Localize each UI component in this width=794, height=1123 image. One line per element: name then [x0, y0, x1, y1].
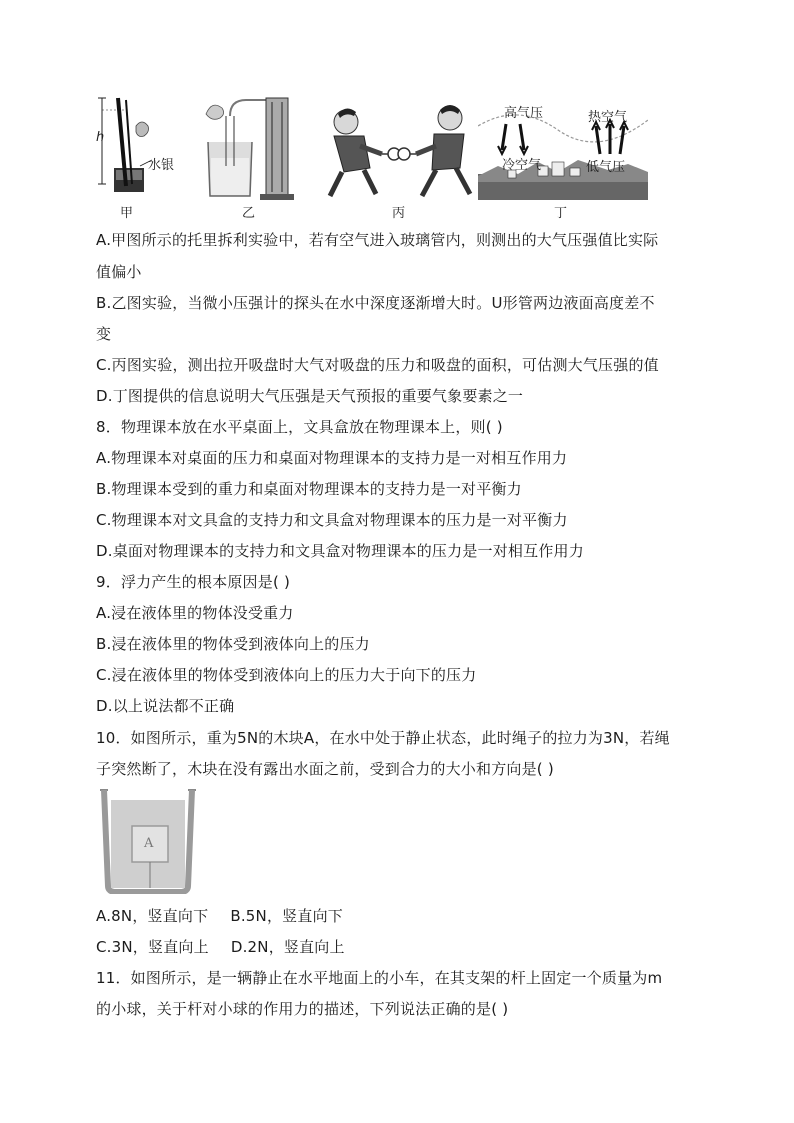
suction-cup-right-icon	[398, 148, 410, 160]
figure-yi	[200, 96, 300, 220]
q7-option-b-line1: B.乙图实验，当微小压强计的探头在水中深度逐渐增大时。U形管两边液面高度差不	[96, 294, 655, 312]
q10-option-d: D.2N，竖直向上	[230, 938, 345, 956]
q8-stem: 8．物理课本放在水平桌面上，文具盒放在物理课本上，则( )	[96, 418, 503, 436]
q10-option-a: A.8N，竖直向下	[96, 907, 209, 925]
q10-stem-line2: 子突然断了，木块在没有露出水面之前，受到合力的大小和方向是( )	[96, 760, 554, 778]
q9-stem: 9．浮力产生的根本原因是( )	[96, 573, 291, 591]
hot-air-label: 热空气	[588, 110, 628, 125]
caption-jia: 甲	[120, 206, 134, 221]
caption-yi: 乙	[242, 206, 256, 221]
q10-options-row1	[96, 906, 343, 926]
glove-hand-icon	[206, 105, 224, 119]
q9-option-a: A.浸在液体里的物体没受重力	[96, 604, 294, 622]
beaker-figure	[96, 786, 200, 898]
q10-options-row2	[96, 937, 345, 957]
figure-row	[96, 96, 696, 220]
q7-option-a-line2: 值偏小	[96, 263, 142, 281]
caption-ding: 丁	[554, 206, 568, 221]
q7-option-d: D.丁图提供的信息说明大气压强是天气预报的重要气象要素之一	[96, 387, 524, 405]
block-label: A	[144, 836, 154, 851]
cold-air-label: 冷空气	[502, 158, 542, 173]
figure-ding	[478, 96, 648, 220]
q7-option-b-line2: 变	[96, 325, 112, 343]
q10-stem-line1: 10．如图所示，重为5N的木块A，在水中处于静止状态，此时绳子的拉力为3N，若绳	[96, 729, 670, 747]
q10-option-c: C.3N，竖直向上	[96, 938, 209, 956]
torricelli-diagram	[96, 96, 186, 206]
q9-option-c: C.浸在液体里的物体受到液体向上的压力大于向下的压力	[96, 666, 477, 684]
q8-option-c: C.物理课本对文具盒的支持力和文具盒对物理课本的压力是一对平衡力	[96, 511, 568, 529]
low-pressure-label: 低气压	[586, 160, 626, 175]
h-label: h	[96, 130, 105, 145]
q10-option-b: B.5N，竖直向下	[230, 907, 343, 925]
figure-bing	[324, 96, 474, 220]
q9-option-d: D.以上说法都不正确	[96, 697, 235, 715]
q8-option-b: B.物理课本受到的重力和桌面对物理课本的支持力是一对平衡力	[96, 480, 522, 498]
mercury-label: 水银	[148, 158, 175, 173]
pressure-gauge-diagram	[200, 96, 300, 202]
q11-stem-line2: 的小球，关于杆对小球的作用力的描述，下列说法正确的是( )	[96, 1000, 509, 1018]
suction-cup-tug-diagram	[324, 96, 474, 202]
figure-jia	[96, 96, 186, 220]
q7-option-a-line1: A.甲图所示的托里拆利实验中，若有空气进入玻璃管内，则测出的大气压强值比实际	[96, 231, 659, 249]
q9-option-b: B.浸在液体里的物体受到液体向上的压力	[96, 635, 370, 653]
high-pressure-label: 高气压	[504, 106, 544, 121]
caption-bing: 丙	[392, 206, 406, 221]
q8-option-d: D.桌面对物理课本的支持力和文具盒对物理课本的压力是一对相互作用力	[96, 542, 584, 560]
q7-option-c: C.丙图实验，测出拉开吸盘时大气对吸盘的压力和吸盘的面积，可估测大气压强的值	[96, 356, 659, 374]
q8-option-a: A.物理课本对桌面的压力和桌面对物理课本的支持力是一对相互作用力	[96, 449, 568, 467]
q11-stem-line1: 11．如图所示，是一辆静止在水平地面上的小车，在其支架的杆上固定一个质量为m	[96, 969, 663, 987]
hand-icon	[136, 122, 149, 137]
